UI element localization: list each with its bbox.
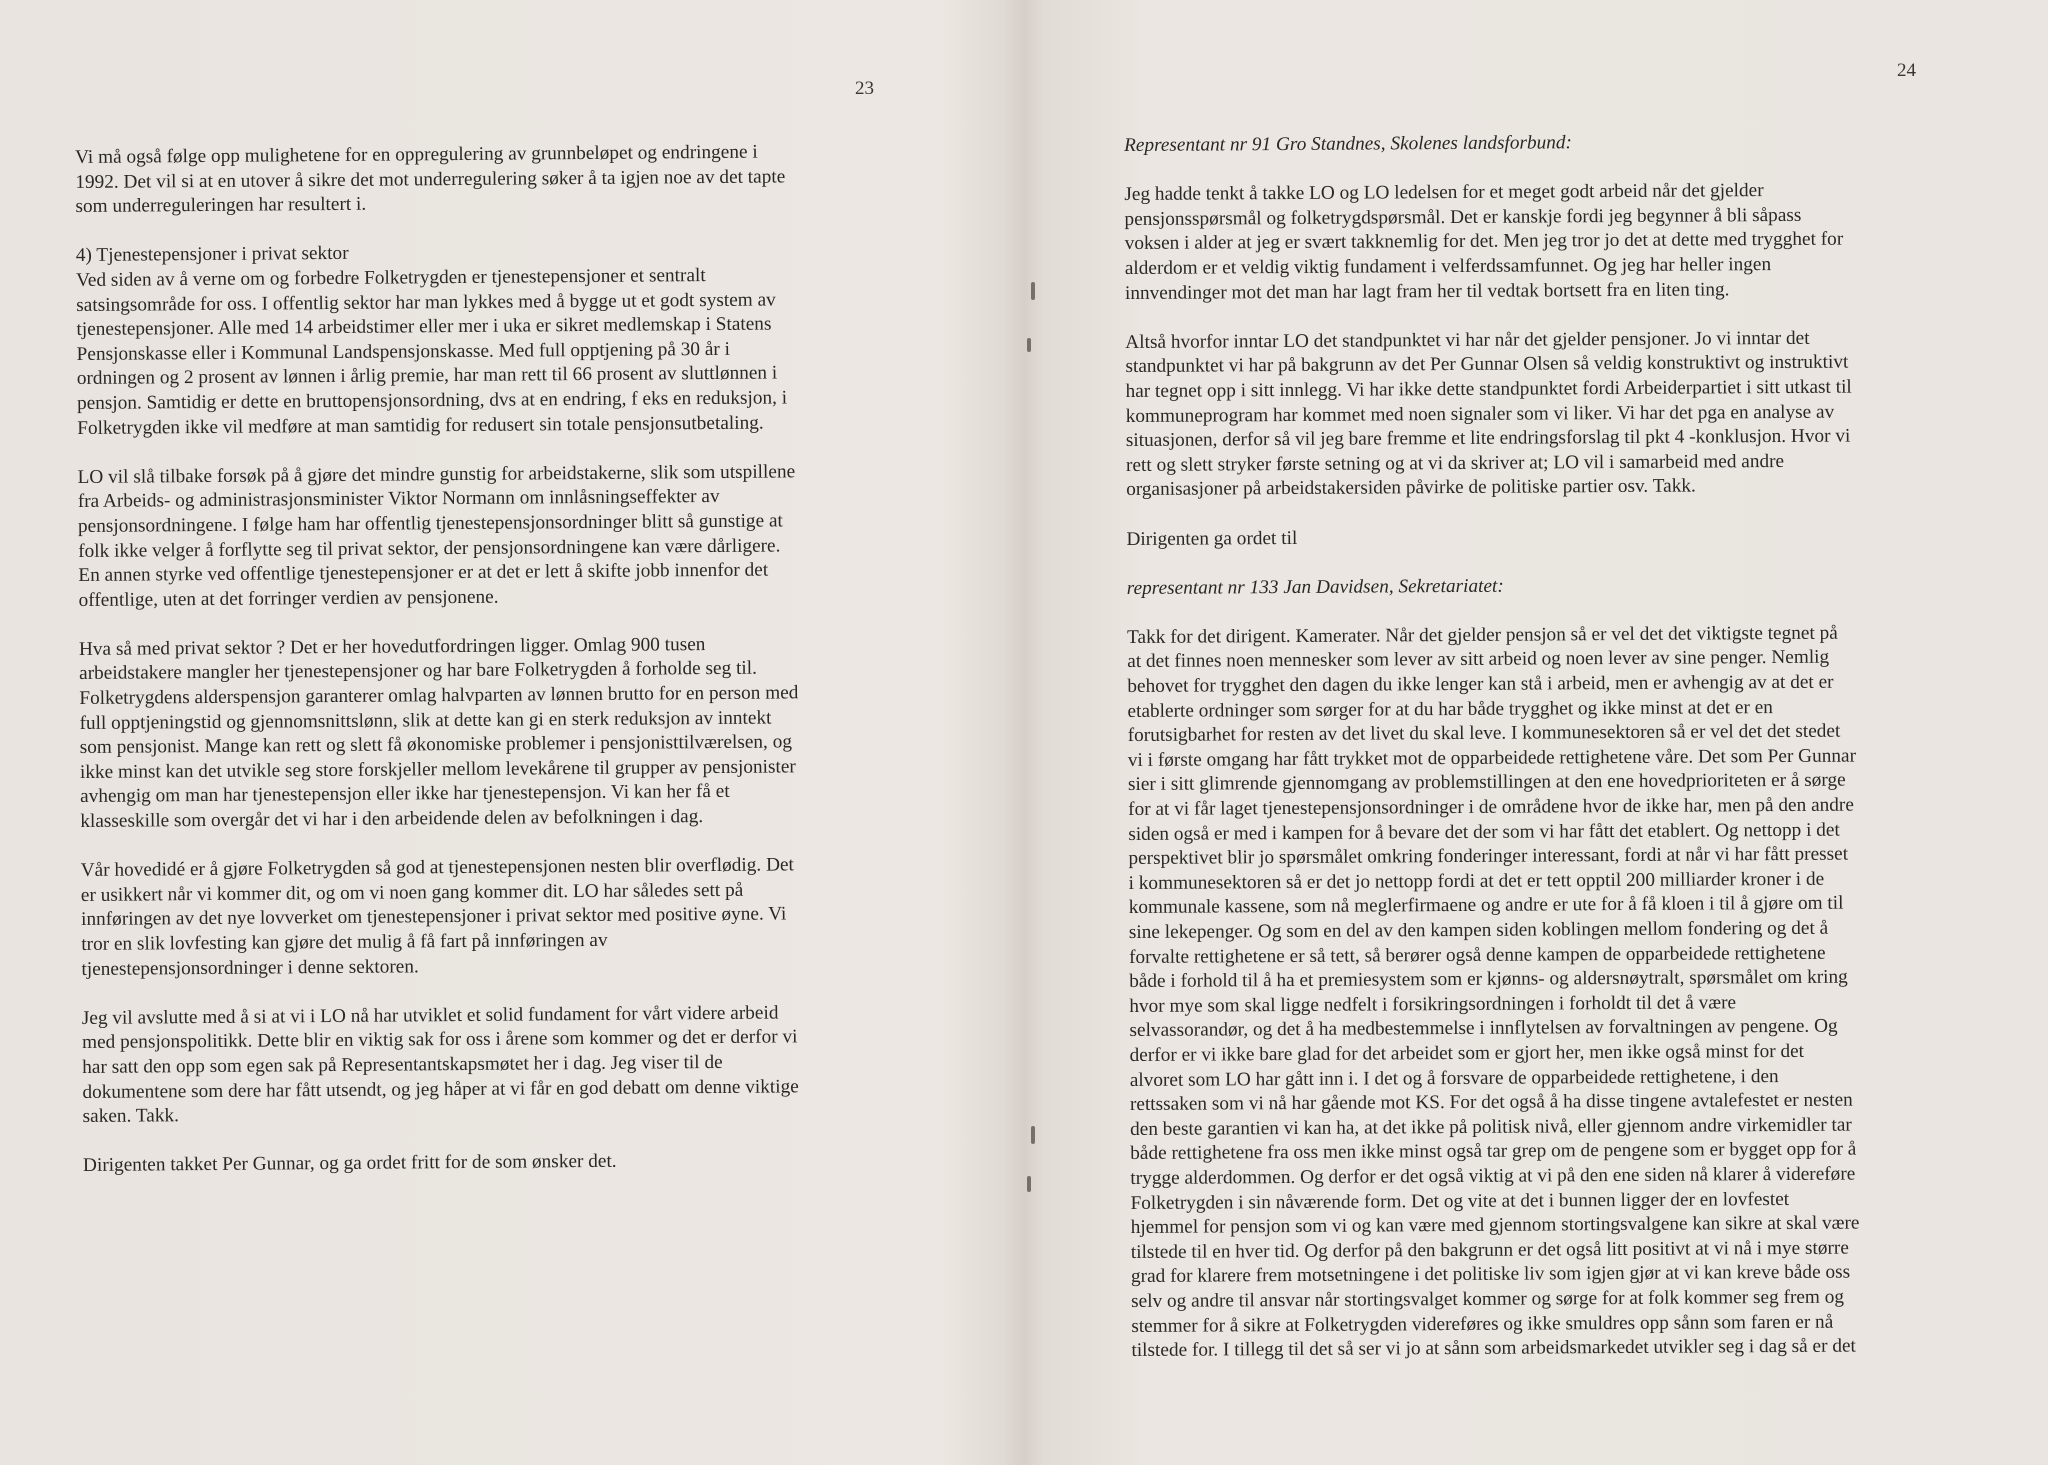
binding-mark bbox=[1031, 282, 1035, 300]
paragraph: Vi må også følge opp mulighetene for en oppregulering av grunnbeløpet og endringene i 1992. Det vil si at en utover å sikre det mot underregulering søker å ta igjen noe av det tapte som underreguleringen har resultert i. bbox=[75, 141, 786, 218]
paragraph: Jeg hadde tenkt å takke LO og LO ledelsen for et meget godt arbeid når det gjelder pensjonsspørsmål og folketrygdspørsmål. Det er kanskje fordi jeg begynner å bli såpass voksen i alder at jeg er svært takknemlig for det. Men jeg tror jo det at dette med trygghet for alderdom er et veldig viktig fundament i velferdssamfunnet. Og jeg har heller ingen innvendinger mot det man har lagt fram her til vedtak bortsett fra en liten ting. bbox=[1124, 180, 1844, 304]
page-number-right: 24 bbox=[1897, 60, 1916, 81]
binding-mark bbox=[1027, 338, 1031, 352]
paragraph: Dirigenten takket Per Gunnar, og ga ordet fritt for de som ønsker det. bbox=[82, 1151, 617, 1177]
speaker-heading: Representant nr 91 Gro Standnes, Skolenes landsforbund: bbox=[1124, 132, 1573, 156]
right-page bbox=[1040, 0, 2048, 1465]
left-page-body bbox=[75, 140, 891, 1204]
section-heading: 4) Tjenestepensjoner i privat sektor bbox=[75, 243, 349, 267]
paragraph: Hva så med privat sektor ? Det er her hovedutfordringen ligger. Omlag 900 tusen arbeidstakere mangler her tjenestepensjoner og har bare Folketrygden å forholde seg til. Folketrygdens alderspensjon garanterer omlag halvparten av lønnen brutto for en person med full opptjeningstid og gjennomsnittslønn, slik at dette kan gi en sterk reduksjon av inntekt som pensjonist. Mange kan rett og slett få økonomiske problemer i pensjonisttilværelsen, og ikke minst kan det utvikle seg store forskjeller mellom levekårene til grupper av pensjonister avhengig om man har tjenestepensjon eller ikke har tjenestepensjon. Vi kan her få et klasseskille som overgår det vi har i den arbeidende delen av befolkningen i dag. bbox=[78, 633, 799, 833]
binding-mark bbox=[1031, 1126, 1035, 1144]
paragraph: Ved siden av å verne om og forbedre Folketrygden er tjenestepensjoner et sentralt satsingsområde for oss. I offentlig sektor har man lykkes med å bygge ut et godt system av tjenestepensjoner. Alle med 14 arbeidstimer eller mer i uka er sikret medlemskap i Statens Pensjonskasse eller i Kommunal Landspensjonskasse. Med full opptjening på 30 år i ordningen og 2 prosent av lønnen i årlig premie, har man rett til 66 prosent av sluttlønnen i pensjon. Samtidig er dette en bruttopensjonsordning, dvs at en endring, f eks en reduksjon, i Folketrygden ikke vil medføre at man samtidig for redusert sin totale pensjonsutbetaling. bbox=[75, 265, 788, 439]
paragraph: Takk for det dirigent. Kamerater. Når det gjelder pensjon så er vel det det viktigste tegnet på at det finnes noen mennesker som lever av sitt arbeid og noen lever av sine penger. Nemlig behovet for trygghet den dagen du ikke lenger kan stå i arbeid, men er avhengig av at det er etablerte ordninger som sørger for at du har både trygghet og ikke minst at det er en forutsigbarhet for resten av det livet du skal leve. I kommunesektoren så er vel det det stedet vi i første omgang har fått trykket mot de opparbeidede rettighetene våre. Det som Per Gunnar sier i sitt glimrende gjennomgang av problemstillingen at den ene hovedprioriteten er å sørge for at vi får laget tjenestepensjonsordninger i de områdene hvor de ikke har, men på den andre siden også er med i kampen for å bevare det der som vi har fått det etablert. Og nettopp i det perspektivet blir jo spørsmålet omkring fonderinger interessant, fordi at når vi har fått presset i kommunesektoren så er det jo nettopp fordi at det er tett opptil 200 milliarder kroner i de kommunale kassene, som nå meglerfirmaene og andre er ute for å få kloen i til å gjøre om til sine lekepenger. Og som en del av den kampen siden koblingen mellom fondering og det å forvalte rettighetene er så tett, så berører også denne kampen de opparbeidede rettighetene både i forhold til å ha et premiesystem som er kjønns- og aldersnøytralt, spørsmålet om kring hvor mye som skal ligge nedfelt i forsikringsordningen i forholdt til det å være selvassorandør, og det å ha medbestemmelse i innflytelsen av forvaltningen av pengene. Og derfor er vi ikke bare glad for det arbeidet som er gjort her, men ikke også minst for det alvoret som LO har gått inn i. I det og å forsvare de opparbeidede rettighetene, i den rettssaken som vi nå har gående mot KS. For det også å ha disse tingene avtalefestet er nesten den beste garantien vi kan ha, at det ikke på politisk nivå, eller gjennom andre virkemidler tar både rettighetene fra oss men ikke minst også tar grep om de pengene som er bygget opp for å trygge alderdommen. Og derfor er det også viktig at vi på den ene siden nå klarer å videreføre Folketrygden i sin nåværende form. Det og vite at det i bunnen ligger der en lovfestet hjemmel for pensjon som vi og kan være med gjennom stortingsvalgene kan sikre at skal være tilstede til en hver tid. Og derfor på den bakgrunn er det også litt positivt at vi nå i mye større grad for klarere frem motsetningene i det politiske liv som igjen gjør at vi kan kreve både oss selv og andre til ansvar når stortingsvalget kommer og sørge for at folk kommer seg frem og stemmer for å sikre at Folketrygden videreføres og ikke smuldres opp sånn som faren er nå tilstede for. I tillegg til det så ser vi jo at sånn som arbeidsmarkedet utvikler seg i dag så er det bbox=[1127, 622, 1860, 1362]
paragraph: Vår hovedidé er å gjøre Folketrygden så god at tjenestepensjonen nesten blir overflødig. Det er usikkert når vi kommer dit, og om vi noen gang kommer dit. LO har således sett på innføringen av det nye lovverket om tjenestepensjoner i privat sektor med positive øyne. Vi tror en slik lovfesting kan gjøre det mulig å få fart på innføringen av tjenestepensjonsordninger i denne sektoren. bbox=[80, 854, 794, 980]
left-page bbox=[0, 0, 1010, 1465]
binding-mark bbox=[1027, 1176, 1031, 1192]
right-page-body bbox=[1124, 129, 1999, 1364]
speaker-heading: representant nr 133 Jan Davidsen, Sekretariatet: bbox=[1126, 575, 1504, 599]
paragraph: Dirigenten ga ordet til bbox=[1126, 527, 1298, 550]
paragraph: LO vil slå tilbake forsøk på å gjøre det mindre gunstig for arbeidstakerne, slik som utspillene fra Arbeids- og administrasjonsminister Viktor Normann om innlåsningseffekter av pensjonsordningene. I følge ham har offentlig tjenestepensjonsordninger blitt så gunstige at folk ikke velger å forflytte seg til privat sektor, der pensjonsordningene kan være dårligere. En annen styrke ved offentlige tjenestepensjoner er at det er lett å skifte jobb innenfor det offentlige, uten at det forringer verdien av pensjonene. bbox=[77, 461, 796, 611]
paragraph: Altså hvorfor inntar LO det standpunktet vi har når det gjelder pensjoner. Jo vi inntar det standpunktet vi har på bakgrunn av det Per Gunnar Olsen så veldig konstruktivt og instruktivt har tegnet opp i sitt innlegg. Vi har ikke dette standpunktet fordi Arbeiderpartiet i sitt utkast til kommuneprogram har kommet med noen signaler som vi liker. Vi har det pga en analyse av situasjonen, derfor så vil jeg bare fremme et lite endringsforslag til pkt 4 -konklusjon. Hvor vi rett og slett stryker første setning og at vi da skriver at; LO vil i samarbeid med andre organisasjoner på arbeidstakersiden påvirke de politiske partier osv. Takk. bbox=[1125, 327, 1852, 501]
page-number-left: 23 bbox=[855, 78, 874, 99]
paragraph: Jeg vil avslutte med å si at vi i LO nå har utviklet et solid fundament for vårt videre arbeid med pensjonspolitikk. Dette blir en viktig sak for oss i årene som kommer og det er derfor vi har satt den opp som egen sak på Representantskapsmøtet her i dag. Jeg viser til de dokumentene som dere har fått utsendt, og jeg håper at vi får en god debatt om denne viktige saken. Takk. bbox=[81, 1002, 799, 1128]
